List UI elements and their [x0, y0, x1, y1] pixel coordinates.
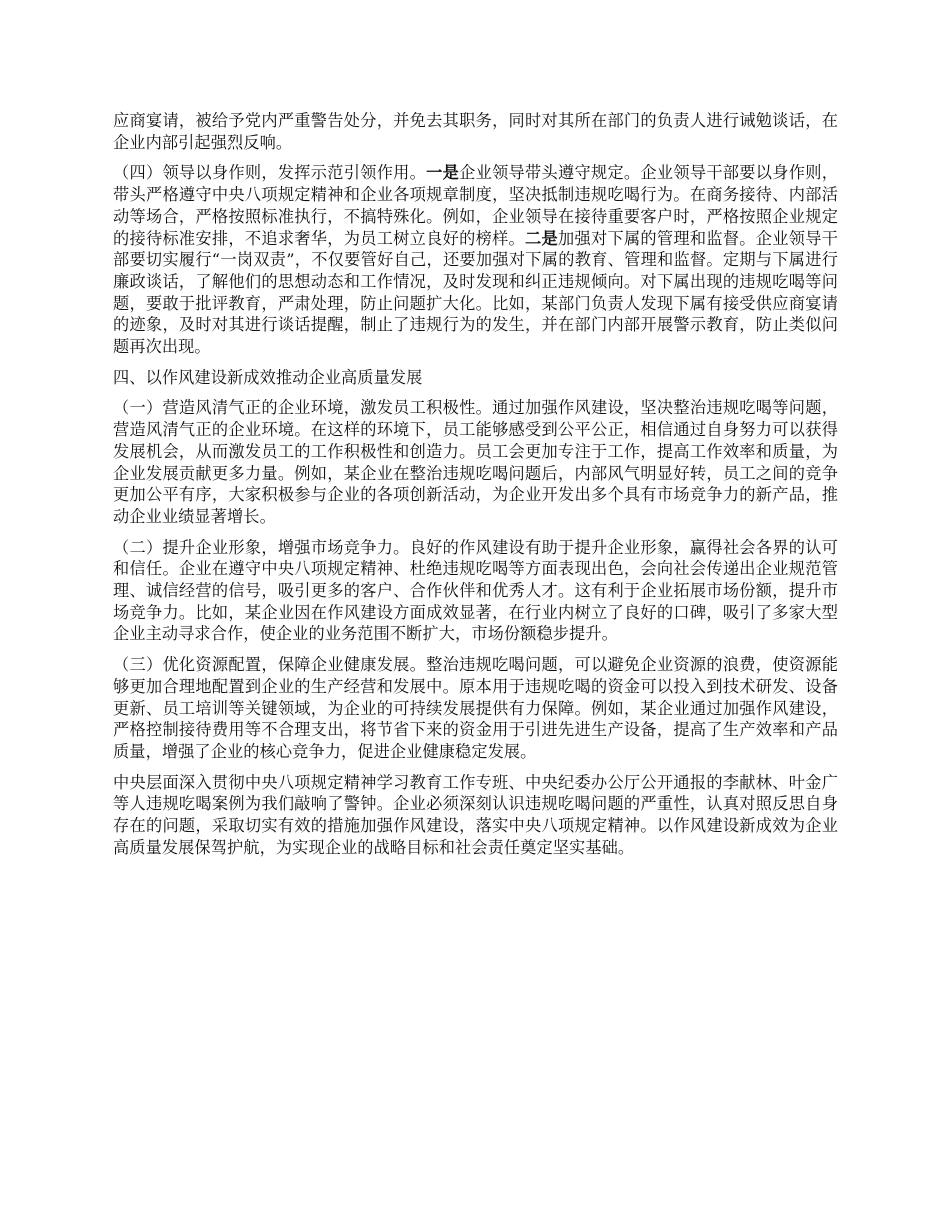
paragraph-leadership-example	[113, 162, 838, 357]
paragraph-resources: （三）优化资源配置，保障企业健康发展。整治违规吃喝问题，可以避免企业资源的浪费，使资源能够更加合理地配置到企业的生产经营和发展中。原本用于违规吃喝的资金可以投入到技术研发、设备更新、员工培训等关键领域，为企业的可持续发展提供有力保障。例如，某企业通过加强作风建设，严格控制接待费用等不合理支出，将节省下来的资金用于引进先进生产设备，提高了生产效率和产品质量，增强了企业的核心竞争力，促进企业健康稳定发展。	[113, 655, 838, 761]
paragraph-image: （二）提升企业形象，增强市场竞争力。良好的作风建设有助于提升企业形象，赢得社会各界的认可和信任。企业在遵守中央八项规定精神、杜绝违规吃喝等方面表现出色，会向社会传递出企业规范管理、诚信经营的信号，吸引更多的客户、合作伙伴和优秀人才。这有利于企业拓展市场份额，提升市场竞争力。比如，某企业因在作风建设方面成效显著，在行业内树立了良好的口碑，吸引了多家大型企业主动寻求合作，使企业的业务范围不断扩大，市场份额稳步提升。	[113, 537, 838, 644]
first-point-text: 企业领导带头遵守规定。企业领导干部要以身作则，带头严格遵守中央八项规定精神和企业各项规章制度，坚决抵制违规吃喝行为。在商务接待、内部活动等场合，严格按照标准执行，不搞特殊化。例如，企业领导在接待重要客户时，严格按照企业规定的接待标准安排，不追求奢华，为员工树立良好的榜样。	[113, 163, 838, 248]
section-heading: 四、以作风建设新成效推动企业高质量发展	[113, 367, 423, 387]
first-point-marker: 一是	[426, 163, 460, 183]
document-page	[113, 110, 838, 868]
second-point-text: 加强对下属的管理和监督。企业领导干部要切实履行“一岗双责”，不仅要管好自己，还要加强对下属的教育、管理和监督。定期与下属进行廉政谈话，了解他们的思想动态和工作情况，及时发现和纠正违规倾向。对下属出现的违规吃喝等问题，要敢于批评教育，严肃处理，防止问题扩大化。比如，某部门负责人发现下属有接受供应商宴请的迹象，及时对其进行谈话提醒，制止了违规行为的发生，并在部门内部开展警示教育，防止类似问题再次出现。	[113, 228, 839, 357]
paragraph-environment: （一）营造风清气正的企业环境，激发员工积极性。通过加强作风建设，坚决整治违规吃喝等问题，营造风清气正的企业环境。在这样的环境下，员工能够感受到公平公正，相信通过自身努力可以获得发展机会，从而激发员工的工作积极性和创造力。员工会更加专注于工作，提高工作效率和质量，为企业发展贡献更多力量。例如，某企业在整治违规吃喝问题后，内部风气明显好转，员工之间的竞争更加公平有序，大家积极参与企业的各项创新活动，为企业开发出多个具有市场竞争力的新产品，推动企业业绩显著增长。	[113, 398, 838, 526]
paragraph-conclusion: 中央层面深入贯彻中央八项规定精神学习教育工作专班、中央纪委办公厅公开通报的李献林、叶金广等人违规吃喝案例为我们敲响了警钟。企业必须深刻认识违规吃喝问题的严重性，认真对照反思自身存在的问题，采取切实有效的措施加强作风建设，落实中央八项规定精神。以作风建设新成效为企业高质量发展保驾护航，为实现企业的战略目标和社会责任奠定坚实基础。	[113, 772, 838, 857]
paragraph-continuation: 应商宴请，被给予党内严重警告处分，并免去其职务，同时对其所在部门的负责人进行诫勉谈话，在企业内部引起强烈反响。	[113, 111, 838, 152]
second-point-marker: 二是	[525, 228, 559, 248]
paragraph-lead: （四）领导以身作则，发挥示范引领作用。	[113, 163, 427, 183]
